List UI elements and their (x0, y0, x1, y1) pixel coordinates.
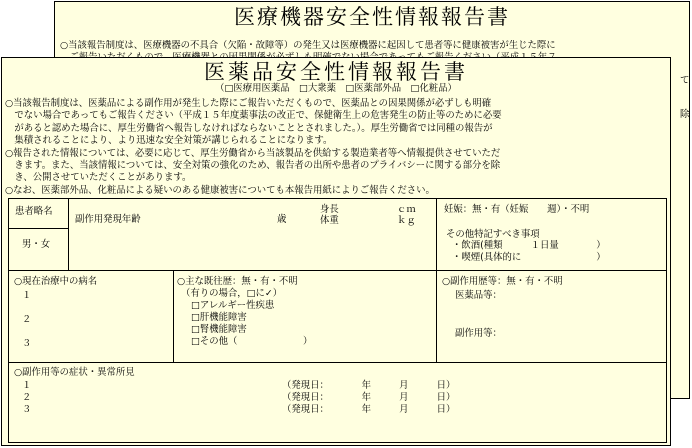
grid-line (9, 228, 68, 229)
note-line: ○報告された情報については、必要に応じて、厚生労働省から当該製品を供給する製造業者等へ情報提供させていただ (5, 147, 501, 159)
front-sheet-title: 医薬品安全性情報報告書 (204, 60, 468, 84)
product-category-checkboxes[interactable]: （□医療用医薬品 □大衆薬 □医薬部外品 □化粧品） (215, 83, 457, 94)
symptom-num: ２ (22, 392, 32, 403)
symptom-onset-date[interactable]: （発現日： 年 月 日） (282, 392, 456, 403)
report-form-table (8, 198, 667, 443)
past-option-checkbox[interactable]: □その他（ ） (191, 336, 313, 347)
note-line: 集積されることにより、より迅速な安全対策が講じられることになります。 (5, 135, 333, 147)
side-effect-label: 副作用等： (455, 328, 502, 339)
drinking-field[interactable]: ・飲酒(種類 １日量 ） (452, 240, 606, 251)
grid-line (9, 362, 666, 363)
patient-initials-label: 患者略名 (15, 206, 53, 217)
symptom-num: ３ (22, 404, 32, 415)
sex-selector[interactable]: 男・女 (22, 239, 51, 250)
note-line: ○当該報告制度は、医薬品による副作用が発生した際にご報告いただくもので、医薬品との因果関係が必ずしも明確 (5, 98, 492, 109)
symptom-onset-date[interactable]: （発現日： 年 月 日） (282, 404, 456, 415)
symptoms-title: ○副作用等の症状・異常所見 (14, 367, 135, 378)
weight-label: 体重 (320, 215, 339, 226)
current-disease-label: ○現在治療中の病名 (14, 276, 98, 287)
note-line: ○なお、医薬部外品、化粧品による疑いのある健康被害についても本報告用紙によりご報告ください。 (5, 184, 435, 196)
current-disease-num: １ (22, 290, 32, 301)
height-unit: ｃｍ (397, 204, 416, 215)
other-items-label: その他特記すべき事項 (446, 229, 540, 240)
past-option-checkbox[interactable]: □腎機能障害 (191, 324, 247, 335)
back-sheet-title: 医療機器安全性情報報告書 (234, 5, 510, 29)
current-disease-num: ２ (22, 314, 32, 325)
symptom-onset-date[interactable]: （発現日： 年 月 日） (282, 380, 456, 391)
front-report-sheet (1, 57, 671, 446)
weight-unit: ｋｇ (397, 215, 416, 226)
front-sheet-notes (5, 98, 669, 197)
note-line: きます。また、当該情報については、安全対策の強化のため、報告者の出所や患者のプライバシーに関する部分を除 (5, 160, 501, 172)
back-edge-text: て (680, 75, 690, 86)
back-edge-text: 除 (680, 109, 690, 120)
past-history-subnote: （有りの場合，□に✓） (181, 288, 283, 299)
past-option-checkbox[interactable]: □アレルギー性疾患 (191, 300, 275, 311)
drug-name-label: 医薬品等： (455, 290, 502, 301)
note-line: き、公開させていただくことがあります。 (5, 172, 192, 184)
height-label: 身長 (320, 204, 339, 215)
grid-line (9, 270, 666, 271)
grid-line (68, 199, 69, 270)
symptom-num: １ (22, 380, 32, 391)
smoking-field[interactable]: ・喫煙(具体的に ） (452, 252, 606, 263)
note-line: でない場合であってもご報告ください（平成１５年度薬事法の改正で、保健衛生上の危害発生の防止等のために必要 (5, 110, 502, 122)
grid-line (436, 270, 437, 362)
past-option-checkbox[interactable]: □肝機能障害 (191, 312, 247, 323)
grid-line (436, 199, 437, 270)
age-at-onset-label: 副作用発現年齢 (75, 214, 141, 225)
past-history-field[interactable]: ○主な既往歴：無・有・不明 (177, 276, 298, 287)
current-disease-num: ３ (22, 338, 32, 349)
side-effect-history-field[interactable]: ○副作用歴等：無・有・不明 (442, 276, 563, 287)
pregnancy-field[interactable]: 妊娠：無・有（妊娠 週）・不明 (444, 204, 590, 215)
back-note-line: ○当該報告制度は、医療機器の不具合（欠陥・故障等）の発生又は医療機器に起因して患者等に健康被害が生じた際に (60, 40, 556, 51)
age-unit: 歳 (277, 214, 287, 225)
note-line: があると認めた場合に、厚生労働省へ報告しなければならないこととされました。）。厚生労働省では同種の報告が (5, 122, 493, 134)
grid-line (173, 270, 174, 362)
